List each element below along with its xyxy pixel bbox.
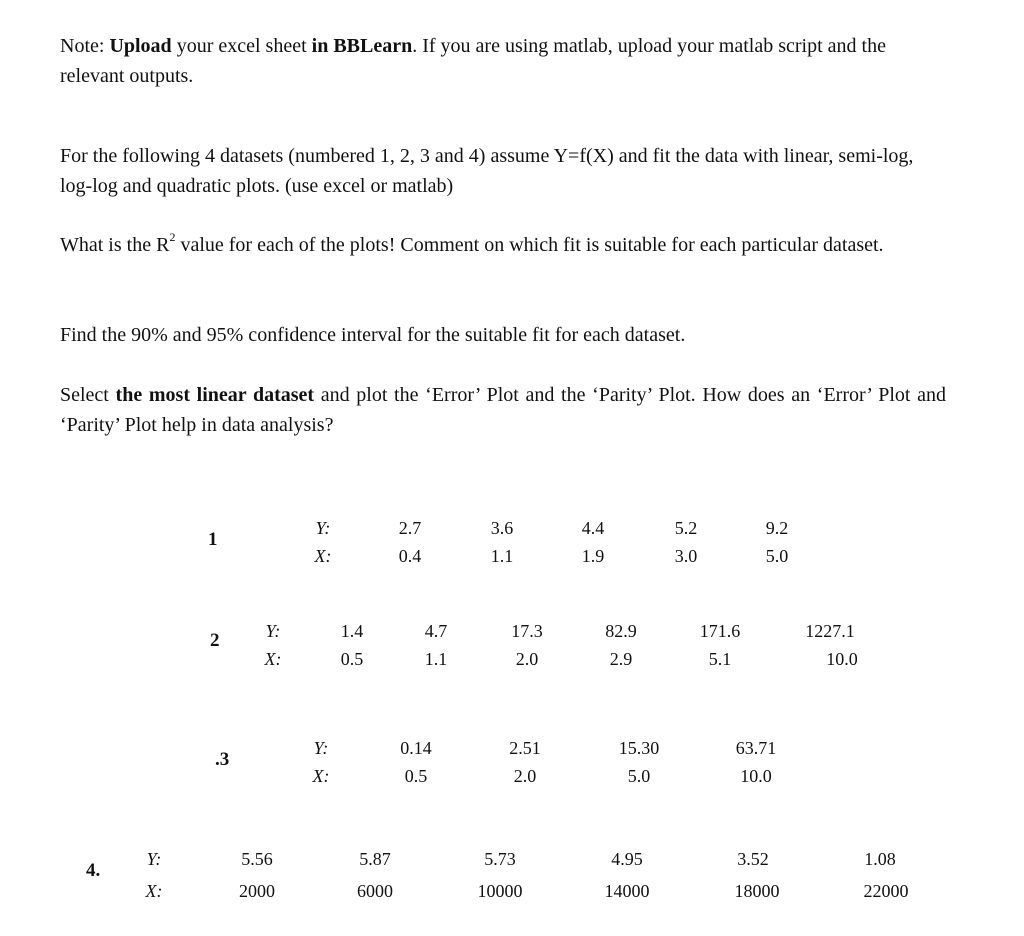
x-value: 2000: [239, 881, 275, 901]
y-value: 15.30: [618, 738, 660, 758]
x-value: 2.0: [513, 766, 537, 786]
y-value: 5.56: [241, 849, 273, 869]
note-paragraph: Note: Upload your excel sheet in BBLearn. If you are using matlab, upload your matlab script and the relevant outputs.: [60, 35, 886, 87]
y-value: 1.08: [864, 849, 896, 869]
y-value: 3.52: [737, 849, 769, 869]
y-label: Y:: [265, 621, 281, 641]
x-value: 1.1: [424, 649, 448, 669]
x-value: 5.0: [765, 546, 789, 566]
y-value: 63.71: [735, 738, 777, 758]
y-label: Y:: [313, 738, 329, 758]
x-value: 0.5: [340, 649, 364, 669]
x-value: 0.5: [404, 766, 428, 786]
dataset-number: .3: [215, 749, 230, 770]
x-value: 22000: [863, 881, 909, 901]
y-value: 1227.1: [805, 621, 855, 641]
y-value: 2.7: [398, 518, 422, 538]
y-value: 17.3: [511, 621, 543, 641]
x-label: X:: [145, 881, 163, 901]
y-value: 2.51: [509, 738, 541, 758]
y-label: Y:: [146, 849, 162, 869]
x-value: 5.1: [708, 649, 732, 669]
x-label: X:: [264, 649, 282, 669]
y-value: 4.95: [611, 849, 643, 869]
y-value: 5.87: [359, 849, 391, 869]
y-value: 4.7: [424, 621, 448, 641]
y-value: 171.6: [699, 621, 741, 641]
fit-instructions-paragraph: For the following 4 datasets (numbered 1, 2, 3 and 4) assume Y=f(X) and fit the data with linear, semi-log, log-log and quadratic plots. (use excel or matlab): [60, 145, 914, 197]
x-value: 6000: [357, 881, 393, 901]
x-label: X:: [312, 766, 330, 786]
y-value: 4.4: [581, 518, 605, 538]
confidence-interval-paragraph: Find the 90% and 95% confidence interval for the suitable fit for each dataset.: [60, 324, 686, 346]
dataset-number: 2: [210, 630, 220, 651]
y-value: 5.2: [674, 518, 698, 538]
error-parity-paragraph: Select the most linear dataset and plot the ‘Error’ Plot and the ‘Parity’ Plot. How does an ‘Error’ Plot and ‘Parity’ Plot help in data analysis?: [60, 384, 947, 436]
x-value: 5.0: [627, 766, 651, 786]
y-value: 5.73: [484, 849, 516, 869]
dataset-number: 1: [208, 529, 218, 550]
x-value: 2.0: [515, 649, 539, 669]
x-value: 1.9: [581, 546, 605, 566]
x-value: 2.9: [609, 649, 633, 669]
x-value: 10000: [477, 881, 523, 901]
x-value: 18000: [734, 881, 780, 901]
y-value: 1.4: [340, 621, 364, 641]
x-label: X:: [314, 546, 332, 566]
x-value: 0.4: [398, 546, 422, 566]
x-value: 14000: [604, 881, 650, 901]
x-value: 3.0: [674, 546, 698, 566]
x-value: 1.1: [490, 546, 514, 566]
y-value: 0.14: [400, 738, 432, 758]
y-label: Y:: [315, 518, 331, 538]
r-squared-paragraph: What is the $R^2$ value for each of the plots! Comment on which fit is suitable for each particular dataset.: [60, 230, 884, 256]
x-value: 10.0: [740, 766, 772, 786]
y-value: 3.6: [490, 518, 514, 538]
y-value: 9.2: [765, 518, 789, 538]
x-value: 10.0: [826, 649, 858, 669]
dataset-number: 4.: [86, 860, 101, 881]
y-value: 82.9: [605, 621, 637, 641]
